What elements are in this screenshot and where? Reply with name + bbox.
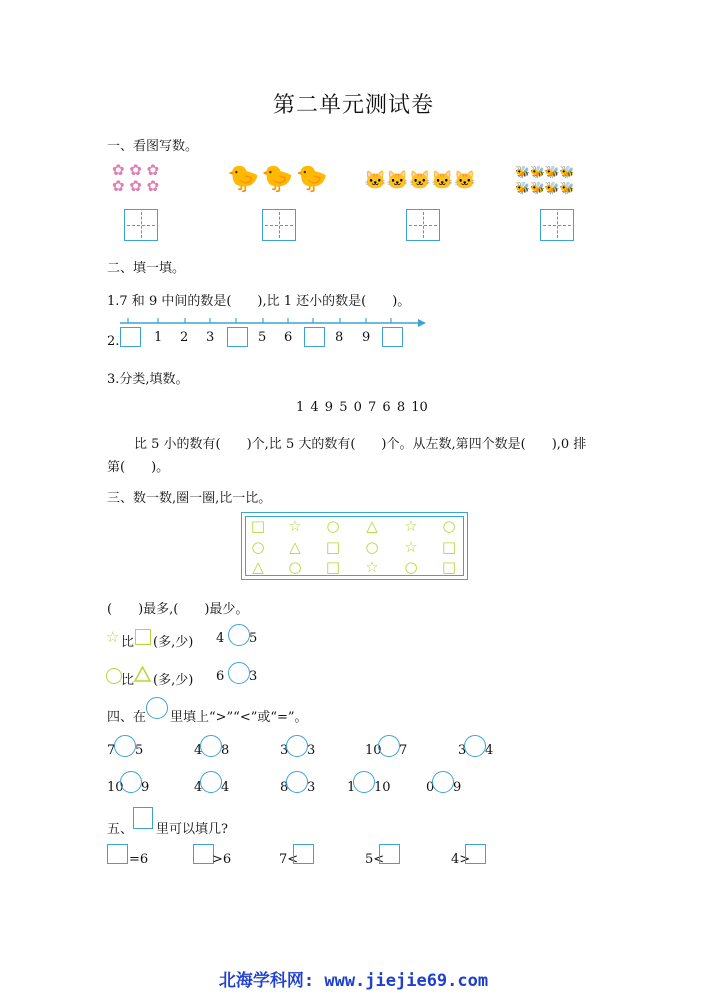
- compare-circle-blank[interactable]: [228, 662, 250, 684]
- numberline-blank-box[interactable]: [227, 327, 248, 347]
- square-shape: □: [325, 558, 341, 576]
- compare-left-number: 0: [426, 780, 435, 795]
- bee-picture-group: [515, 164, 575, 196]
- most-least-question: ( )最多,( )最少。: [107, 602, 249, 617]
- compare-right-number: 9: [141, 780, 150, 795]
- numberline-blank-box[interactable]: [382, 327, 403, 347]
- numberline-label: 2: [180, 330, 189, 345]
- section3-heading: 三、数一数,圈一圈,比一比。: [107, 491, 272, 506]
- section5-heading-start: 五、: [107, 822, 134, 837]
- compare-circle-blank[interactable]: [286, 771, 308, 793]
- circle-shape: ○: [404, 558, 418, 576]
- compare-left-number: 4: [194, 743, 203, 758]
- square-shape: □: [441, 558, 457, 576]
- kitty-icon: 🐱🐱🐱🐱🐱: [364, 170, 477, 191]
- compare-number: 6: [216, 669, 225, 684]
- section2-heading: 二、填一填。: [107, 261, 186, 276]
- square-icon: [135, 629, 151, 645]
- numberline-label: 9: [362, 330, 371, 345]
- compare-left-number: 3: [458, 743, 467, 758]
- footer-watermark: 北海学科网: www.jiejie69.com: [218, 971, 489, 991]
- compare-right-number: 7: [399, 743, 408, 758]
- star-shape: ☆: [288, 517, 302, 535]
- compare-left-number: 1: [347, 780, 356, 795]
- compare-left-number: 8: [280, 780, 289, 795]
- numberline-label: 5: [258, 330, 267, 345]
- square-shape: □: [250, 517, 266, 535]
- compare-circle-blank[interactable]: [200, 771, 222, 793]
- bee-icon: 🐝🐝🐝🐝: [515, 181, 575, 195]
- compare-number: 5: [249, 631, 258, 646]
- inequality-text: 4>: [451, 852, 471, 867]
- circle-shape: ○: [251, 538, 265, 556]
- circle-shape: ○: [442, 517, 456, 535]
- compare-right-number: 5: [135, 743, 144, 758]
- compare-circle-blank[interactable]: [286, 735, 308, 757]
- fill-blank-box[interactable]: [465, 844, 486, 864]
- compare-circle-blank[interactable]: [228, 624, 250, 646]
- flower-icon: ✿ ✿ ✿: [112, 161, 160, 179]
- section4-heading-start: 四、在: [107, 710, 147, 725]
- circle-shape: ○: [326, 517, 340, 535]
- shape-grid: [241, 512, 468, 580]
- compare-circle-blank[interactable]: [432, 771, 454, 793]
- section5-heading-end: 里可以填几?: [156, 822, 228, 837]
- compare-right-number: 4: [485, 743, 494, 758]
- compare-right-number: 3: [307, 780, 316, 795]
- compare-left-number: 10: [107, 780, 124, 795]
- inequality-text: >6: [212, 852, 232, 867]
- compare-circle-blank[interactable]: [353, 771, 375, 793]
- triangle-shape: △: [289, 538, 301, 556]
- numberline-label: 6: [284, 330, 293, 345]
- star-shape: ☆: [365, 558, 379, 576]
- inequality-text: 7<: [279, 852, 299, 867]
- triangle-shape: △: [252, 558, 264, 576]
- compare-right-number: 9: [453, 780, 462, 795]
- compare-options: (多,少): [153, 635, 194, 650]
- answer-box-1[interactable]: [124, 209, 158, 241]
- numberline-blank-box[interactable]: [304, 327, 325, 347]
- flower-icon: ✿ ✿ ✿: [112, 177, 160, 195]
- question-2-3-line1: 比 5 小的数有( )个,比 5 大的数有( )个。从左数,第四个数是( ),0 排: [134, 437, 587, 452]
- compare-right-number: 10: [374, 780, 391, 795]
- star-shape: ☆: [404, 538, 418, 556]
- numberline-label: 3: [206, 330, 215, 345]
- compare-left-number: 3: [280, 743, 289, 758]
- compare-options: (多,少): [153, 673, 194, 688]
- compare-left-number: 4: [194, 780, 203, 795]
- question-2-2-label: 2.: [107, 334, 120, 349]
- numberline-label: 8: [335, 330, 344, 345]
- page-title: 第二单元测试卷: [272, 93, 434, 118]
- triangle-icon: [134, 666, 151, 682]
- duck-icon: 🐤🐤🐤: [227, 164, 331, 194]
- compare-circle-blank[interactable]: [120, 771, 142, 793]
- question-2-3-line2: 第( )。: [107, 460, 170, 475]
- compare-number: 4: [216, 631, 225, 646]
- answer-box-3[interactable]: [406, 209, 440, 241]
- bee-icon: 🐝🐝🐝🐝: [515, 165, 575, 179]
- compare-right-number: 8: [221, 743, 230, 758]
- inequality-text: =6: [129, 852, 149, 867]
- triangle-shape: △: [366, 517, 378, 535]
- compare-text: 比: [121, 635, 135, 650]
- compare-circle-blank[interactable]: [378, 735, 400, 757]
- compare-circle-blank[interactable]: [114, 735, 136, 757]
- compare-circle-blank[interactable]: [464, 735, 486, 757]
- fill-blank-box[interactable]: [379, 844, 400, 864]
- numberline-label: 1: [154, 330, 163, 345]
- section1-heading: 一、看图写数。: [107, 139, 199, 154]
- fill-blank-box[interactable]: [293, 844, 314, 864]
- square-shape: □: [325, 538, 341, 556]
- fill-blank-box[interactable]: [107, 844, 128, 864]
- compare-left-number: 7: [107, 743, 116, 758]
- star-icon: ☆: [106, 628, 120, 646]
- question-2-1: 1.7 和 9 中间的数是( ),比 1 还小的数是( )。: [107, 294, 411, 309]
- fill-blank-box[interactable]: [193, 844, 214, 864]
- square-shape: □: [441, 538, 457, 556]
- compare-circle-blank[interactable]: [200, 735, 222, 757]
- star-shape: ☆: [404, 517, 418, 535]
- compare-right-number: 4: [221, 780, 230, 795]
- circle-symbol-icon: [146, 697, 168, 719]
- circle-icon: [106, 668, 122, 684]
- inequality-text: 5<: [365, 852, 385, 867]
- square-symbol-icon: [133, 807, 153, 829]
- compare-left-number: 10: [365, 743, 382, 758]
- flower-picture-group: [112, 162, 174, 194]
- numberline-blank-box[interactable]: [120, 327, 141, 347]
- section4-heading-end: 里填上“>”“<”或“=”。: [170, 710, 308, 725]
- circle-shape: ○: [365, 538, 379, 556]
- answer-box-4[interactable]: [540, 209, 574, 241]
- answer-box-2[interactable]: [262, 209, 296, 241]
- circle-shape: ○: [288, 558, 302, 576]
- question-2-3-title: 3.分类,填数。: [107, 372, 189, 387]
- compare-right-number: 3: [307, 743, 316, 758]
- number-list: 1 4 9 5 0 7 6 8 10: [296, 400, 428, 415]
- compare-number: 3: [249, 669, 258, 684]
- compare-text: 比: [121, 673, 135, 688]
